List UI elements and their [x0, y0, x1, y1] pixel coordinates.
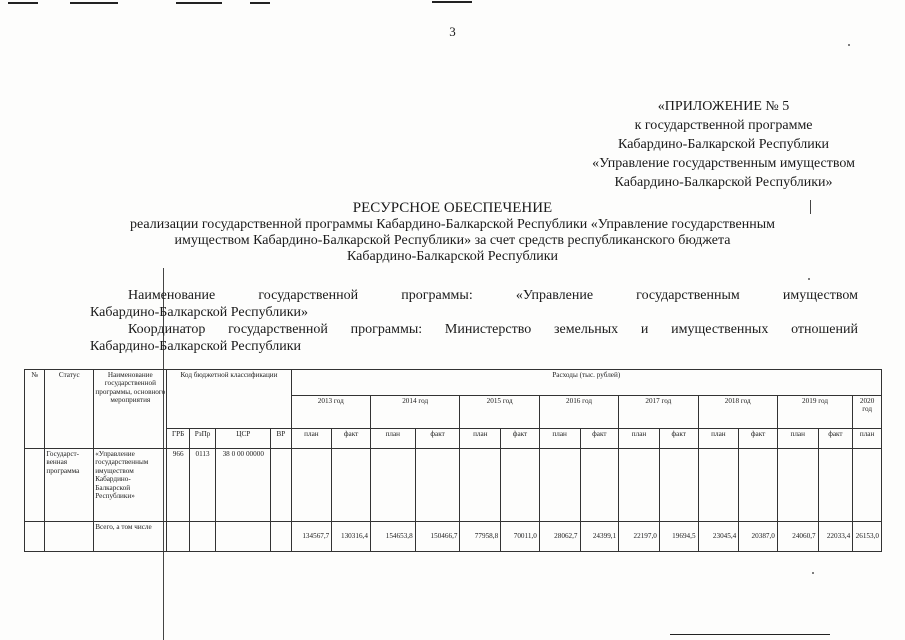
- header-fact: факт: [415, 429, 460, 449]
- program-name-line: Кабардино-Балкарской Республики»: [90, 305, 308, 320]
- row-value: 28062,7: [539, 522, 580, 552]
- scan-artifact: [70, 2, 118, 4]
- row-grbs: 966: [167, 449, 189, 522]
- header-csr: ЦСР: [216, 429, 271, 449]
- scan-dot: [812, 572, 814, 574]
- coordinator-line: Кабардино-Балкарской Республики: [90, 339, 301, 354]
- row-value: 77958,8: [460, 522, 501, 552]
- header-plan: план: [291, 429, 332, 449]
- table-cell: [415, 449, 460, 522]
- appendix-line: к государственной программе: [634, 118, 813, 133]
- header-year: 2019 год: [777, 396, 852, 429]
- row-status: Государст-венная программа: [45, 449, 94, 522]
- table-cell: [619, 449, 660, 522]
- header-budget-code: Код бюджетной классификации: [167, 370, 291, 429]
- header-plan: план: [460, 429, 501, 449]
- table-cell: [777, 449, 818, 522]
- header-year: 2015 год: [460, 396, 539, 429]
- coordinator-line: Координатор государственной программы: Министерство земельных и имущественных отношений: [128, 322, 858, 337]
- row-csr: 38 0 00 00000: [216, 449, 271, 522]
- appendix-line: Кабардино-Балкарской Республики: [618, 137, 830, 152]
- table-cell: [501, 449, 540, 522]
- header-year: 2013 год: [291, 396, 370, 429]
- header-year: 2016 год: [539, 396, 618, 429]
- page-number: 3: [449, 24, 456, 39]
- header-fact: факт: [501, 429, 540, 449]
- table-cell: [25, 522, 45, 552]
- header-fact: факт: [818, 429, 853, 449]
- row-value: 19694,5: [659, 522, 698, 552]
- table-cell: [370, 449, 415, 522]
- table-cell: [45, 522, 94, 552]
- appendix-line: «ПРИЛОЖЕНИЕ № 5: [657, 99, 790, 114]
- program-name-paragraph: [90, 287, 858, 321]
- header-plan: план: [698, 429, 739, 449]
- scan-artifact: [670, 634, 830, 635]
- title-line: Кабардино-Балкарской Республики: [347, 249, 558, 264]
- row-value: 24060,7: [777, 522, 818, 552]
- row-value: 154653,8: [370, 522, 415, 552]
- header-year: 2014 год: [370, 396, 460, 429]
- table-cell: [216, 522, 271, 552]
- row-value: 150466,7: [415, 522, 460, 552]
- row-value: 26153,0: [853, 522, 882, 552]
- header-plan: план: [370, 429, 415, 449]
- scan-artifact: [250, 2, 270, 4]
- header-vr: ВР: [271, 429, 291, 449]
- appendix-line: Кабардино-Балкарской Республики»: [614, 175, 833, 190]
- table-cell: [291, 449, 332, 522]
- header-year: 2020 год: [853, 396, 882, 429]
- row-value: 22197,0: [619, 522, 660, 552]
- header-status: Статус: [45, 370, 94, 449]
- header-name: Наименование государственной программы, основного мероприятия: [94, 370, 167, 449]
- header-year: 2017 год: [619, 396, 698, 429]
- table-cell: [539, 449, 580, 522]
- appendix-block: [592, 97, 855, 192]
- appendix-line: «Управление государственным имуществом: [592, 156, 855, 171]
- table-cell: [25, 449, 45, 522]
- table-cell: [271, 522, 291, 552]
- table-cell: [853, 449, 882, 522]
- table-cell: [739, 449, 778, 522]
- table-cell: [698, 449, 739, 522]
- row-name: «Управление государственным имуществом Кабардино-Балкарской Республики»: [94, 449, 167, 522]
- table-row: [25, 522, 882, 552]
- row-total-label: Всего, а том числе: [94, 522, 167, 552]
- table-cell: [332, 449, 371, 522]
- table-cell: [580, 449, 619, 522]
- header-plan: план: [853, 429, 882, 449]
- table-cell: [818, 449, 853, 522]
- title-heading: РЕСУРСНОЕ ОБЕСПЕЧЕНИЕ: [352, 200, 553, 216]
- row-value: 20387,0: [739, 522, 778, 552]
- header-expenses: Расходы (тыс. рублей): [291, 370, 881, 396]
- header-fact: факт: [580, 429, 619, 449]
- table-row: [25, 449, 882, 522]
- scan-artifact: [8, 2, 38, 4]
- row-value: 22033,4: [818, 522, 853, 552]
- scan-artifact: [176, 2, 222, 4]
- header-fact: факт: [332, 429, 371, 449]
- header-fact: факт: [659, 429, 698, 449]
- title-line: реализации государственной программы Кабардино-Балкарской Республики «Управление государственным: [129, 217, 776, 232]
- table-cell: [659, 449, 698, 522]
- resource-table: [24, 369, 882, 552]
- table-cell: [271, 449, 291, 522]
- scan-dot: [848, 44, 850, 46]
- header-plan: план: [539, 429, 580, 449]
- table-cell: [460, 449, 501, 522]
- title-line: имуществом Кабардино-Балкарской Республики» за счет средств республиканского бюджета: [174, 233, 731, 248]
- header-rzpr: РзПр: [189, 429, 215, 449]
- table-cell: [167, 522, 189, 552]
- scan-artifact: [432, 1, 472, 3]
- header-plan: план: [619, 429, 660, 449]
- row-rzpr: 0113: [189, 449, 215, 522]
- scan-dot: [808, 278, 810, 280]
- row-value: 134567,7: [291, 522, 332, 552]
- row-value: 130316,4: [332, 522, 371, 552]
- row-value: 23045,4: [698, 522, 739, 552]
- header-plan: план: [777, 429, 818, 449]
- coordinator-paragraph: [90, 321, 858, 355]
- row-value: 70011,0: [501, 522, 540, 552]
- header-year: 2018 год: [698, 396, 777, 429]
- header-num: №: [25, 370, 45, 449]
- document-title: [0, 199, 905, 265]
- header-grbs: ГРБ: [167, 429, 189, 449]
- table-cell: [189, 522, 215, 552]
- program-name-line: Наименование государственной программы: «Управление государственным имуществом: [128, 288, 858, 303]
- header-fact: факт: [739, 429, 778, 449]
- row-value: 24399,1: [580, 522, 619, 552]
